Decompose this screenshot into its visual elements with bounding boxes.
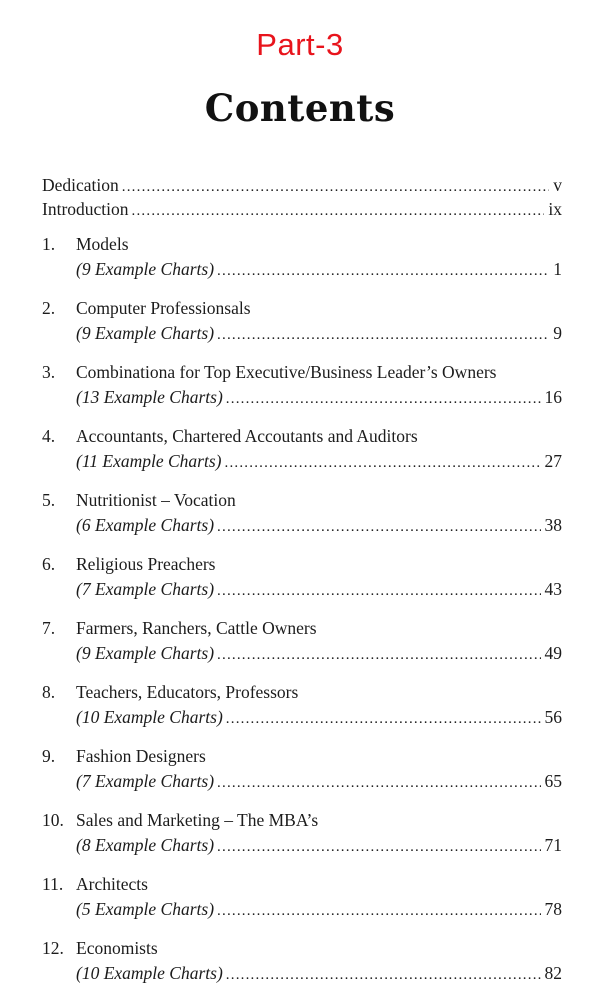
chapter-example-count-row: [76, 769, 562, 796]
dot-leader: [217, 835, 540, 860]
chapter-title: Combinationa for Top Executive/Business Leader’s Owners: [76, 362, 497, 382]
toc-chapter-2[interactable]: [42, 296, 562, 347]
chapter-example-count-row: [76, 705, 562, 732]
toc-entry-introduction[interactable]: [42, 198, 562, 222]
dot-leader: [217, 515, 540, 540]
page-title: Contents: [204, 86, 396, 130]
toc-chapter-1[interactable]: [42, 232, 562, 283]
chapter-number: 1.: [42, 234, 56, 254]
chapter-example-count: (9 Example Charts): [76, 258, 215, 279]
toc-chapter-7[interactable]: [42, 616, 562, 667]
chapter-title: Fashion Designers: [76, 746, 206, 766]
chapter-page-number: 56: [544, 706, 562, 727]
chapter-example-count: (10 Example Charts): [76, 706, 223, 727]
dot-leader: [217, 579, 540, 604]
toc-chapter-8[interactable]: [42, 680, 562, 731]
chapter-example-count: (9 Example Charts): [76, 322, 215, 343]
dot-leader: [226, 707, 541, 732]
chapter-number: 12.: [42, 938, 64, 958]
toc-chapter-3[interactable]: [42, 360, 562, 411]
chapter-number: 4.: [42, 426, 56, 446]
chapter-example-count-row: [76, 961, 562, 987]
chapter-number: 11.: [42, 874, 64, 894]
chapter-example-count-row: [76, 641, 562, 668]
dot-leader: [217, 323, 549, 348]
chapter-page-number: 43: [544, 578, 562, 599]
chapter-title: Nutritionist – Vocation: [76, 490, 236, 510]
toc-entry-label: Introduction: [42, 198, 129, 219]
dot-leader: [217, 259, 549, 284]
chapter-title: Farmers, Ranchers, Cattle Owners: [76, 618, 317, 638]
chapter-example-count: (8 Example Charts): [76, 834, 215, 855]
chapter-page-number: 16: [544, 386, 562, 407]
chapter-example-count-row: [76, 513, 562, 540]
chapter-example-count: (7 Example Charts): [76, 578, 215, 599]
chapter-title: Computer Professionsals: [76, 298, 251, 318]
chapter-number: 3.: [42, 362, 56, 382]
chapter-page-number: 49: [544, 642, 562, 663]
chapter-number: 8.: [42, 682, 56, 702]
chapter-number: 9.: [42, 746, 56, 766]
toc-page-number: v: [553, 175, 562, 195]
chapter-page-number: 27: [544, 450, 562, 471]
chapter-example-count: (5 Example Charts): [76, 898, 215, 919]
dot-leader: [226, 963, 541, 987]
chapter-title: Teachers, Educators, Professors: [76, 682, 299, 702]
chapter-page-number: 1: [553, 258, 562, 279]
toc-chapter-5[interactable]: [42, 488, 562, 539]
chapter-title: Economists: [76, 938, 158, 958]
chapter-example-count: (10 Example Charts): [76, 962, 223, 983]
toc-chapter-12[interactable]: [42, 936, 562, 987]
toc-entry-dedication[interactable]: [42, 174, 562, 198]
table-of-contents: [42, 174, 562, 987]
chapter-example-count-row: [76, 321, 562, 348]
chapter-page-number: 78: [544, 898, 562, 919]
chapter-page-number: 82: [544, 962, 562, 983]
chapter-example-count-row: [76, 385, 562, 412]
chapter-number: 10.: [42, 810, 64, 830]
chapter-example-count-row: [76, 577, 562, 604]
chapter-example-count: (11 Example Charts): [76, 450, 222, 471]
part-label: Part-3: [256, 27, 344, 62]
toc-page-number: ix: [548, 198, 562, 219]
chapter-example-count: (9 Example Charts): [76, 642, 215, 663]
toc-chapter-11[interactable]: [42, 872, 562, 923]
chapter-example-count-row: [76, 449, 562, 476]
toc-chapter-6[interactable]: [42, 552, 562, 603]
dot-leader: [132, 200, 545, 224]
chapter-example-count-row: [76, 833, 562, 860]
dot-leader: [226, 387, 541, 412]
dot-leader: [225, 451, 541, 476]
chapter-number: 7.: [42, 618, 56, 638]
chapter-example-count: (6 Example Charts): [76, 514, 215, 535]
chapter-example-count: (13 Example Charts): [76, 386, 223, 407]
chapter-number: 5.: [42, 490, 56, 510]
chapter-title: Religious Preachers: [76, 554, 216, 574]
chapter-title: Accountants, Chartered Accoutants and Auditors: [76, 426, 418, 446]
chapter-example-count-row: [76, 257, 562, 284]
chapter-title: Architects: [76, 874, 148, 894]
chapter-title: Sales and Marketing – The MBA’s: [76, 810, 319, 830]
chapter-page-number: 38: [544, 514, 562, 535]
toc-chapter-4[interactable]: [42, 424, 562, 475]
toc-chapter-9[interactable]: [42, 744, 562, 795]
chapter-number: 6.: [42, 554, 56, 574]
chapter-example-count-row: [76, 897, 562, 924]
toc-chapter-10[interactable]: [42, 808, 562, 859]
dot-leader: [217, 771, 540, 796]
toc-entry-label: Dedication: [42, 175, 119, 195]
dot-leader: [217, 899, 540, 924]
dot-leader: [217, 643, 540, 668]
chapter-page-number: 71: [544, 834, 562, 855]
dot-leader: [122, 176, 549, 200]
chapter-example-count: (7 Example Charts): [76, 770, 215, 791]
chapter-number: 2.: [42, 298, 56, 318]
chapter-page-number: 9: [553, 322, 562, 343]
chapter-page-number: 65: [544, 770, 562, 791]
chapter-title: Models: [76, 234, 129, 254]
